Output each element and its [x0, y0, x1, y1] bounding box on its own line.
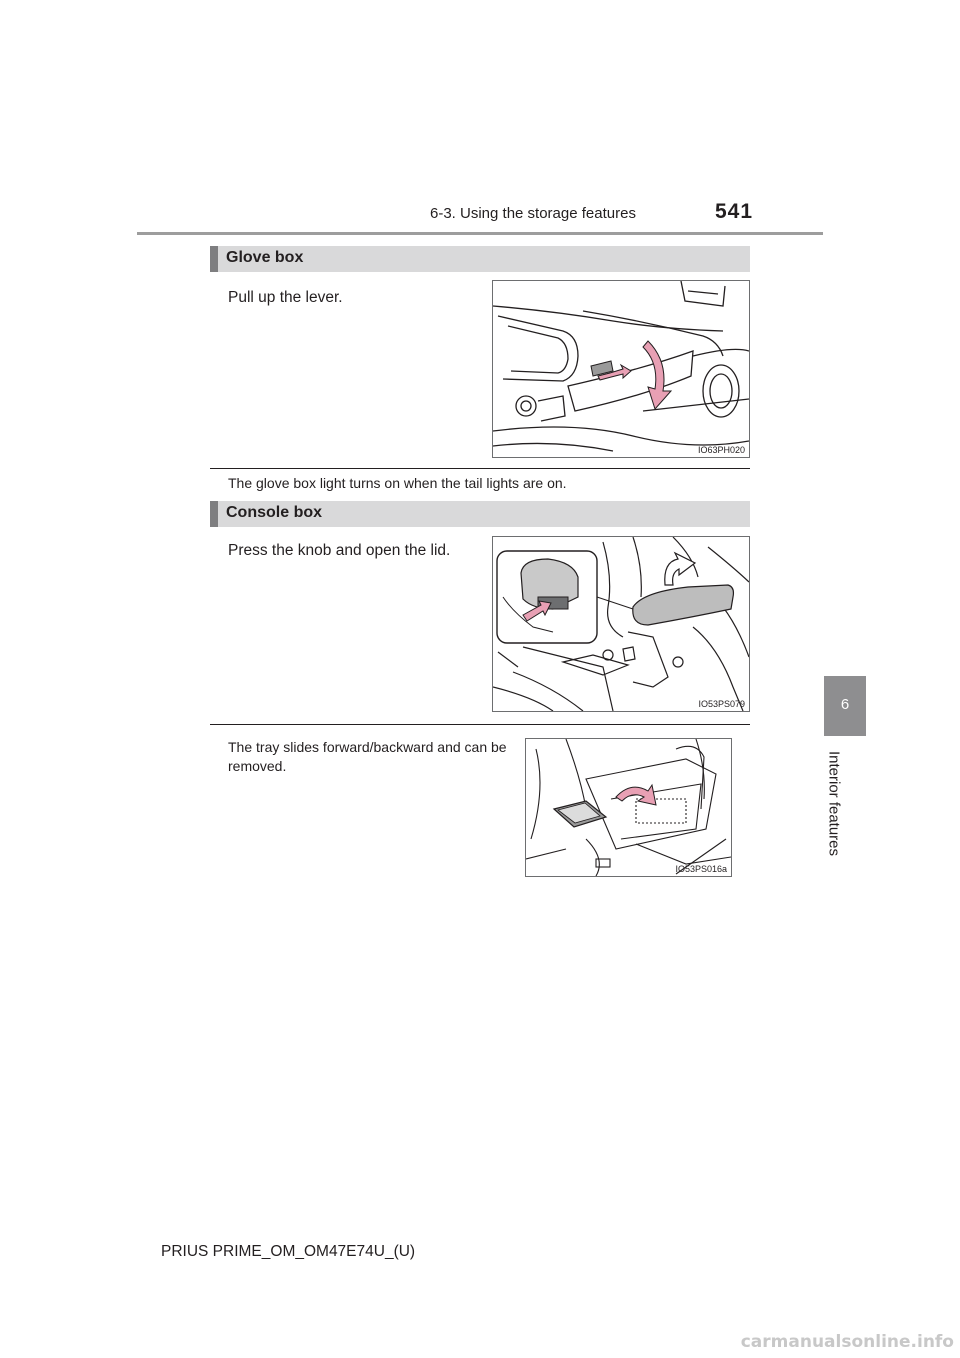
- section-title: 6-3. Using the storage features: [430, 205, 636, 222]
- console-box-image-code: IO53PS079: [698, 699, 745, 709]
- watermark-text: carmanualsonline.info: [740, 1332, 954, 1352]
- page-number: 541: [715, 200, 754, 223]
- console-box-instruction: Press the knob and open the lid.: [228, 542, 451, 559]
- console-box-illustration: [492, 536, 750, 712]
- tray-image-code: IO53PS016a: [675, 864, 727, 874]
- glove-box-heading: [210, 246, 750, 272]
- chapter-label: Interior features: [825, 750, 843, 857]
- console-box-drawing: [493, 537, 749, 711]
- console-box-note-divider: [210, 724, 750, 725]
- console-box-note: The tray slides forward/backward and can be removed.: [228, 739, 507, 774]
- tray-drawing: [526, 739, 731, 876]
- glove-box-illustration: [492, 280, 750, 458]
- tray-illustration: [525, 738, 732, 877]
- chapter-number: 6: [840, 696, 850, 713]
- header-divider: [137, 232, 823, 235]
- glove-box-instruction: Pull up the lever.: [228, 289, 343, 306]
- console-box-heading: [210, 501, 750, 527]
- console-box-heading-text: Console box: [226, 504, 323, 521]
- footer-model-code: PRIUS PRIME_OM_OM47E74U_(U): [161, 1243, 416, 1260]
- chapter-tab: [824, 676, 866, 736]
- glove-box-note-divider: [210, 468, 750, 469]
- glove-box-note: The glove box light turns on when the tail lights are on.: [228, 475, 567, 491]
- glove-box-heading-text: Glove box: [226, 249, 304, 266]
- glove-box-image-code: IO63PH020: [697, 445, 745, 455]
- glove-box-drawing: [493, 281, 749, 457]
